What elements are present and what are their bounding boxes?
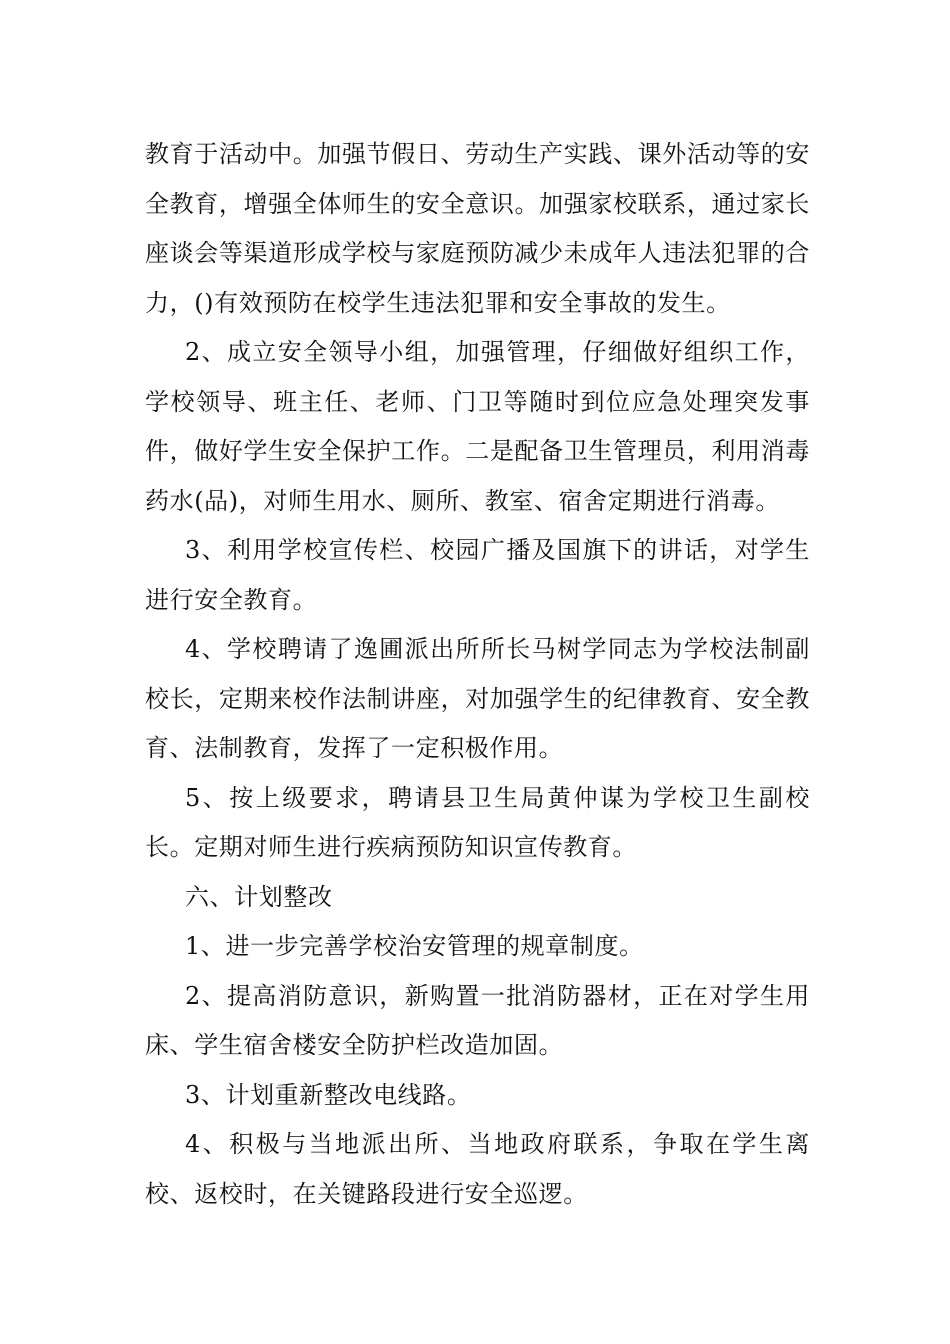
- paragraph-item-2: 2、成立安全领导小组，加强管理，仔细做好组织工作，学校领导、班主任、老师、门卫等随时到位应急处理突发事件，做好学生安全保护工作。二是配备卫生管理员，利用消毒药水(品)，对师生用水、厕所、教室、宿舍定期进行消毒。: [145, 338, 810, 515]
- section-heading-6: 六、计划整改: [185, 882, 333, 911]
- plan-item-1: 1、进一步完善学校治安管理的规章制度。: [185, 932, 644, 960]
- plan-item-4: 4、积极与当地派出所、当地政府联系，争取在学生离校、返校时，在关键路段进行安全巡逻。: [145, 1130, 810, 1208]
- plan-item-3: 3、计划重新整改电线路。: [185, 1080, 472, 1109]
- paragraph-item-5: 5、按上级要求，聘请县卫生局黄仲谋为学校卫生副校长。定期对师生进行疾病预防知识宣传教育。: [145, 783, 810, 861]
- document-body: [145, 130, 810, 1219]
- plan-item-2: 2、提高消防意识，新购置一批消防器材，正在对学生用床、学生宿舍楼安全防护栏改造加固。: [145, 981, 810, 1059]
- paragraph-item-4: 4、学校聘请了逸圃派出所所长马树学同志为学校法制副校长，定期来校作法制讲座，对加强学生的纪律教育、安全教育、法制教育，发挥了一定积极作用。: [145, 635, 810, 762]
- paragraph-item-3: 3、利用学校宣传栏、校园广播及国旗下的讲话，对学生进行安全教育。: [145, 536, 810, 614]
- paragraph-continuation: 教育于活动中。加强节假日、劳动生产实践、课外活动等的安全教育，增强全体师生的安全意识。加强家校联系，通过家长座谈会等渠道形成学校与家庭预防减少未成年人违法犯罪的合力，()有效预防在校学生违法犯罪和安全事故的发生。: [145, 140, 810, 317]
